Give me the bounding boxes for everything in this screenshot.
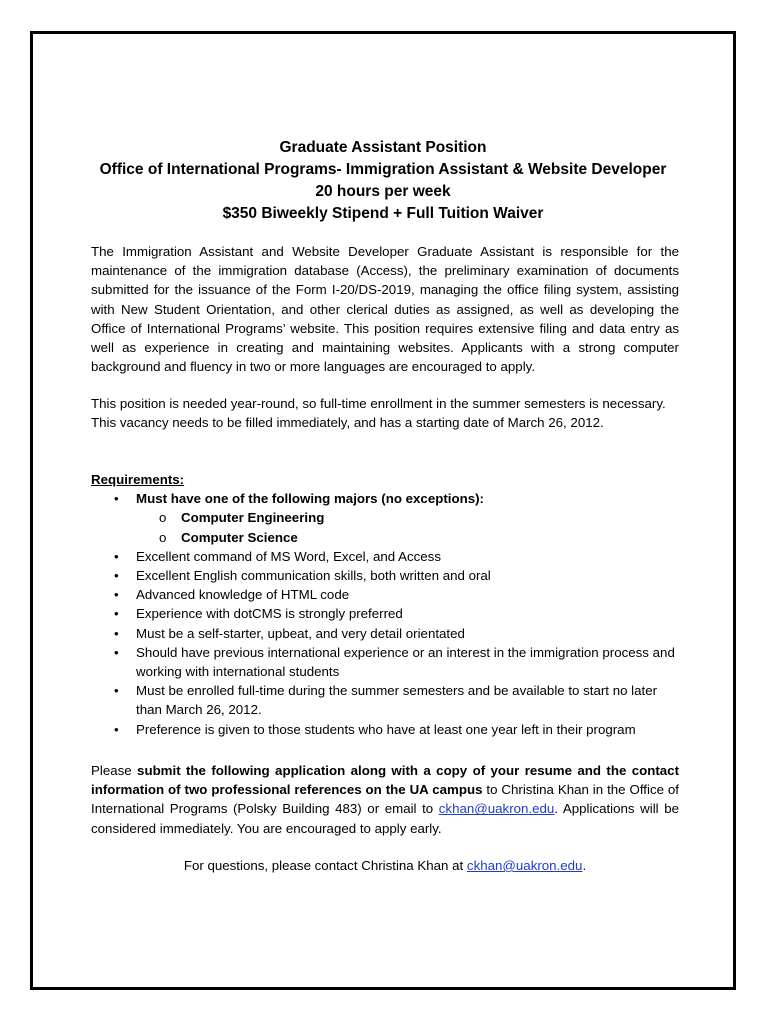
requirement-text: Must be enrolled full-time during the summer semesters and be available to start no later than March 26, 2012. <box>136 683 658 718</box>
major-computer-engineering: Computer Engineering <box>181 510 325 526</box>
bullet-icon: • <box>114 644 119 660</box>
requirements-section <box>91 470 679 739</box>
page-title: Graduate Assistant Position <box>279 139 487 156</box>
bullet-icon: • <box>114 548 119 564</box>
intro-paragraph: The Immigration Assistant and Website Developer Graduate Assistant is responsible for the maintenance of the immigration database (Access), the preliminary examination of documents submitted for the issuance of the Form I-20/DS-2019, managing the office filing system, assisting with New Student Orientation, and other clerical duties as assigned, as well as developing the Office of International Programs’ website. This position requires extensive filing and data entry as well as experience in creating and maintaining websites. Applicants with a strong computer background and fluency in two or more languages are encouraged to apply. <box>91 244 679 375</box>
document-title-block <box>33 137 733 225</box>
bullet-icon: • <box>114 491 119 507</box>
majors-list <box>136 508 679 546</box>
hours-title: 20 hours per week <box>315 183 451 200</box>
bullet-icon: • <box>114 625 119 641</box>
apply-tail: . Applications will be considered immediately. You are encouraged to apply early. <box>91 801 680 836</box>
contact-end: . <box>582 858 587 873</box>
sub-bullet-icon: o <box>159 510 167 526</box>
bullet-icon: • <box>114 721 119 737</box>
list-item <box>91 681 679 719</box>
major-computer-science: Computer Science <box>181 529 298 545</box>
list-item <box>91 624 679 643</box>
requirements-heading: Requirements: <box>91 472 185 487</box>
year-round-paragraph: This position is needed year-round, so full-time enrollment in the summer semesters is necessary. This vacancy needs to be filled immediately, and has a starting date of March 26, 2012. <box>91 396 666 431</box>
bullet-icon: • <box>114 683 119 699</box>
requirement-text: Advanced knowledge of HTML code <box>136 587 350 603</box>
contact-line <box>91 856 679 875</box>
sub-bullet-icon: o <box>159 529 167 545</box>
list-item <box>91 566 679 585</box>
list-item <box>91 528 679 547</box>
apply-paragraph <box>91 761 679 838</box>
office-title: Office of International Programs- Immigration Assistant & Website Developer <box>99 161 667 178</box>
requirements-list <box>91 489 679 739</box>
requirement-text: Experience with dotCMS is strongly preferred <box>136 606 403 622</box>
requirement-text: Excellent English communication skills, both written and oral <box>136 568 491 584</box>
list-item <box>91 489 679 547</box>
requirement-text: Preference is given to those students who have at least one year left in their program <box>136 721 636 737</box>
list-item <box>91 720 679 739</box>
list-item <box>91 508 679 527</box>
apply-lead: Please <box>91 763 138 778</box>
list-item <box>91 643 679 681</box>
contact-email-link[interactable]: ckhan@uakron.edu <box>466 858 583 873</box>
apply-instructions: submit the following application along with a copy of your resume and the contact information of two professional references on the UA campus <box>91 763 679 798</box>
bullet-icon: • <box>114 606 119 622</box>
requirement-text: Excellent command of MS Word, Excel, and Access <box>136 548 441 564</box>
bullet-icon: • <box>114 568 119 584</box>
apply-middle: to Christina Khan in the Office of International Programs (Polsky Building 483) or email to <box>91 782 680 817</box>
list-item <box>91 604 679 623</box>
contact-text: For questions, please contact Christina Khan at <box>183 858 467 873</box>
list-item <box>91 585 679 604</box>
list-item <box>91 547 679 566</box>
majors-requirement: Must have one of the following majors (no exceptions): <box>136 491 484 507</box>
bullet-icon: • <box>114 587 119 603</box>
requirement-text: Should have previous international experience or an interest in the immigration process and working with international students <box>136 644 675 680</box>
email-link[interactable]: ckhan@uakron.edu <box>438 801 555 817</box>
stipend-title: $350 Biweekly Stipend + Full Tuition Waiver <box>222 205 544 222</box>
requirement-text: Must be a self-starter, upbeat, and very detail orientated <box>136 625 465 641</box>
